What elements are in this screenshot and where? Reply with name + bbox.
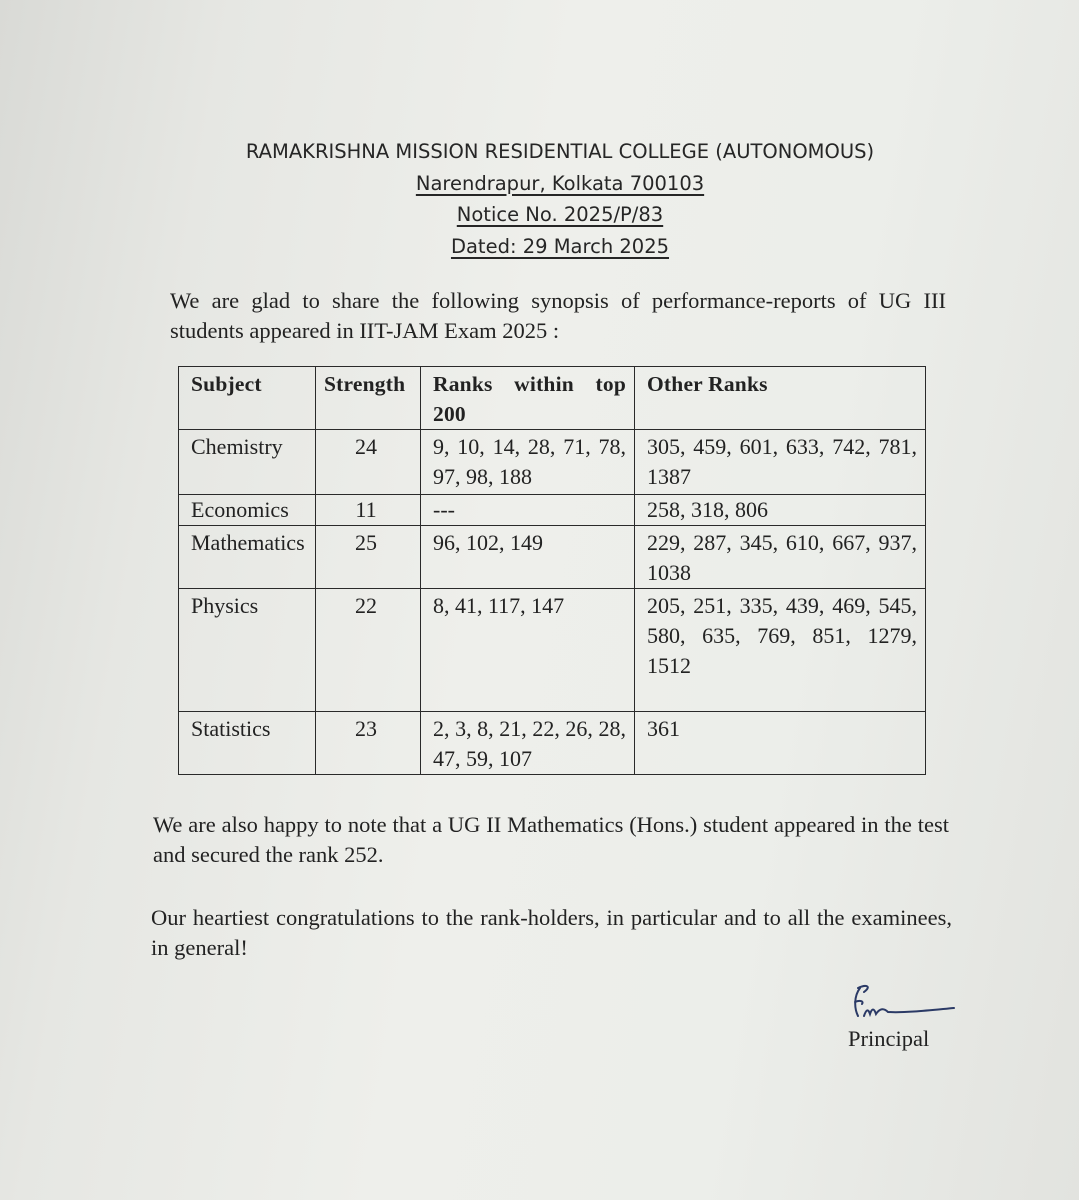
- cell-subject: Chemistry: [179, 430, 316, 495]
- notice-date: Dated: 29 March 2025: [450, 234, 670, 258]
- cell-subject: Economics: [179, 495, 316, 526]
- cell-top200: 8, 41, 117, 147: [421, 589, 635, 712]
- cell-top200: 9, 10, 14, 28, 71, 78, 97, 98, 188: [421, 430, 635, 495]
- cell-other: 205, 251, 335, 439, 469, 545, 580, 635, 769, 851, 1279, 1512: [635, 589, 926, 712]
- table-row: [179, 589, 926, 712]
- note-paragraph: We are also happy to note that a UG II Mathematics (Hons.) student appeared in the test and secured the rank 252.: [153, 812, 949, 867]
- institution-name: RAMAKRISHNA MISSION RESIDENTIAL COLLEGE (AUTONOMOUS): [245, 140, 875, 163]
- signature-mark: [846, 982, 966, 1026]
- table-row: [179, 712, 926, 775]
- cell-top200: 2, 3, 8, 21, 22, 26, 28, 47, 59, 107: [421, 712, 635, 775]
- header-strength: Strength: [316, 367, 421, 430]
- table-row: [179, 495, 926, 526]
- cell-strength: 25: [316, 526, 421, 589]
- intro-paragraph: We are glad to share the following synopsis of performance-reports of UG III students appeared in IIT-JAM Exam 2025 :: [170, 288, 946, 343]
- cell-other: 258, 318, 806: [635, 495, 926, 526]
- cell-strength: 23: [316, 712, 421, 775]
- cell-subject: Physics: [179, 589, 316, 712]
- cell-top200: 96, 102, 149: [421, 526, 635, 589]
- header-subject: Subject: [179, 367, 316, 430]
- cell-other: 229, 287, 345, 610, 667, 937, 1038: [635, 526, 926, 589]
- cell-strength: 24: [316, 430, 421, 495]
- table-row: [179, 430, 926, 495]
- table-header-row: [179, 367, 926, 430]
- cell-subject: Statistics: [179, 712, 316, 775]
- cell-subject: Mathematics: [179, 526, 316, 589]
- congrats-paragraph: Our heartiest congratulations to the rank-holders, in particular and to all the examinees, in general!: [151, 905, 952, 960]
- header-top200: Ranks within top 200: [421, 367, 635, 430]
- header-other-ranks: Other Ranks: [635, 367, 926, 430]
- rank-table: [178, 366, 926, 775]
- cell-strength: 22: [316, 589, 421, 712]
- cell-other: 305, 459, 601, 633, 742, 781, 1387: [635, 430, 926, 495]
- institution-address: Narendrapur, Kolkata 700103: [415, 171, 705, 195]
- cell-strength: 11: [316, 495, 421, 526]
- signatory-title: Principal: [848, 1026, 930, 1051]
- table-row: [179, 526, 926, 589]
- cell-top200: ---: [421, 495, 635, 526]
- notice-header: [150, 136, 970, 262]
- notice-number: Notice No. 2025/P/83: [456, 203, 664, 226]
- cell-other: 361: [635, 712, 926, 775]
